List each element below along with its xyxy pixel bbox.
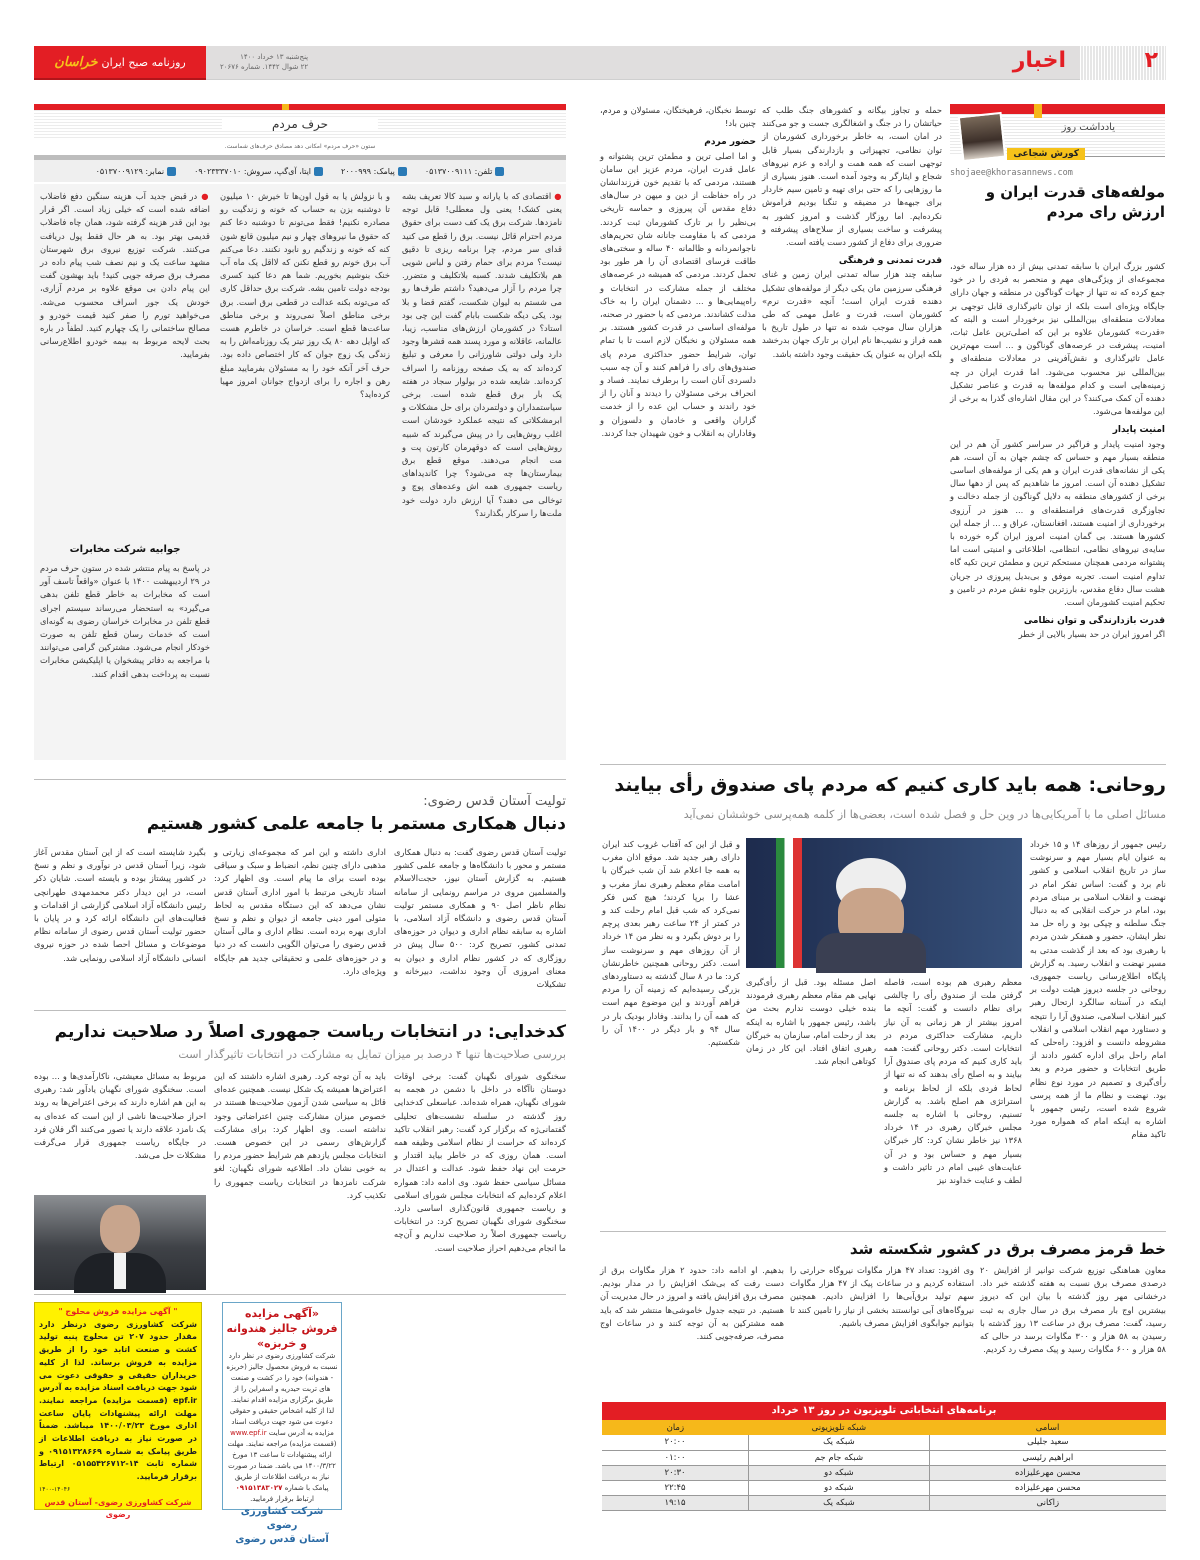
rouhani-column-1: [1030, 838, 1166, 1193]
paragraph: توسط نخبگان، فرهیختگان، مسئولان و مردم، چنین باد!: [600, 105, 756, 129]
phone-icon: [495, 167, 504, 176]
subheading: حضور مردم: [704, 137, 756, 148]
table-row: [602, 1450, 1166, 1465]
time-cell: ۰۱:۰۰: [602, 1450, 749, 1465]
astan-column-1: [394, 846, 566, 1006]
section-title: اخبار: [1012, 48, 1066, 73]
issue-date: [220, 52, 308, 72]
messenger-icon: [314, 167, 323, 176]
paragraph: سابقه چند هزار ساله تمدنی ایران زمین و غنای فرهنگی سرزمین مان یکی دیگر از مولفه‌های تشکیل دهنده قدرت ایران است؛ آنچه «قدرت نرم» کشورمان است، قدرت و عامل مهمی که طی هزاران سال موجب شده نه تنها در طول تاریخ با همه فراز و نشیب‌ها نام ایران بر تارک جهان بدرخشد بلکه ایران به عنوان یک حقیقت وجود داشته باشد.: [762, 269, 942, 359]
rouhani-column-3: [746, 976, 876, 1193]
subheading: قدرت بازدارندگی و توان نظامی: [1023, 616, 1165, 627]
kadkhodaei-column-1: [394, 1070, 566, 1292]
table-row: [602, 1435, 1166, 1450]
contact-messenger[interactable]: [194, 167, 323, 176]
ad-code: ۱۴۰۰-۱۴۰۴۶: [39, 1485, 71, 1493]
sms-icon: [398, 167, 407, 176]
kadkhodaei-headline: کدخدایی: در انتخابات ریاست جمهوری اصلاً رد صلاحیت نداریم: [54, 1022, 566, 1042]
divider: [600, 1231, 1166, 1232]
schedule-table: [602, 1420, 1166, 1511]
channel-cell: شبکه دو: [749, 1480, 929, 1495]
ad-title: «آگهی مزایده فروش جالیز هندوانه و خربزه»: [226, 1307, 338, 1350]
ad-body: (قسمت مزایده) مراجعه نمایند. مهلت ارائه پیشنهادات تا ساعت ۱۳ مورخ ۱۴۰۰/۳/۲۲ می باشد. ضمنا در صورت نیاز به دریافت اطلاعات از طریق پیامک با شماره: [227, 1440, 337, 1492]
dotted-band: [34, 110, 566, 140]
readers-column-1: ● اقتصادی که با یارانه و سبد کالا تعریف بشه یعنی کشک! یعنی ول معطلی! قابل توجه نامزدها. شرکت برق یک کف دست برای حقوق مردم احترام قائل نیست. برق را قطع می کنید قدای سر مردم، چرا برنامه ریزی تا دقیق نیست؟ مردم برای حمام رفتن و لباس شویی هم بلاتکلیف شدند. کسبه بلاتکلیف و متضرر. چرا مردم را آزار می‌دهید؟ داشتم طرف‌ها رو می شستم به لیوان شکست، گفتم قضا و بلا بود. یکی دیگه شکست بابام گفت این چی بود استاد؟ در کشورمان ارزش‌های مناسب، زیبا، عالمانه، عاقلانه و مورد پسند همه قشرها وجود دارد ولی دولتی شاورزانی را معرفی و تبلیغ کرده‌اند که به یک صفحه روزنامه را اسراف کرده‌اند. شایعه شده در بولوار سجاد در هفته یک بار برق قطع شده است. برخی سیاستمداران و دولتمردان برای حل مشکلات و ابرمشکلاتی که نتیجه عملکرد خودشان است اغلب روش‌هایی را در پیش می‌گیرند که شبیه روش‌هایی است که دوقهرمان کارتون پت و مت انجام می‌دهند. موقع قطع برق بیمارستان‌ها چه می‌شود؟ چرا کاندیداهای ریاست جمهوری همه اش وعده‌های پوچ و توخالی می دهند؟ آیا ارزش دارد دولت خود ملت‌ها را سرکار بگذارند؟: [402, 191, 562, 518]
paragraph: بگیرد شایسته است که از این آستان مقدس آغاز شود، زیرا آستان قدس در نوآوری و نظم و نسخ در کشور پیشتاز بوده و بایسته است. شایان ذکر است، در این دیدار دکتر محمدمهدی طهرانچی رئیس دانشگاه آزاد اسلامی گزارشی از اقدامات و فعالیت‌های این دانشگاه ارائه کرد و در پایان با حضور تولیت آستان قدس رضوی از سامانه نظام موضوعات و مسائل احصا شده در حوزه نیروی انسانی دانشگاه آزاد اسلامی رونمایی شد.: [34, 847, 206, 963]
ad-footer: آستان قدس رضوی: [235, 1534, 329, 1545]
ad-footer: شرکت کشاورزی رضوی: [240, 1506, 324, 1531]
readers-column-2: [220, 190, 390, 755]
contact-sms[interactable]: [341, 167, 407, 176]
column-header: زمان: [602, 1420, 749, 1435]
ad-title: " آگهی مزایده فروش محلوج ": [58, 1307, 178, 1316]
yellow-marker: [1034, 104, 1042, 118]
author-name: کورش شجاعی: [1007, 148, 1085, 160]
paragraph: اصل مسئله بود. قبل از رأی‌گیری نهایی هم مقام معظم رهبری فرمودند بنده خیلی دوست ندارم بحث من باشد، رئیس جمهور با اشاره به اینکه بعد از رحلت امام، سازمان به خبرگان رهبری اتفاق افتاد. این کار در زمان کوتاهی انجام شد.: [746, 977, 876, 1067]
ad-body: شرکت کشاورزی رضوی در نظر دارد نسبت به فروش محصول جالیز (خربزه - هندوانه) خود را در کشت و صنعت های تربت حیدریه و اسفراین را از طریق برگزاری مزایده اقدام نمایند. لذا از کلیه اشخاص حقیقی و حقوقی دعوت می شود جهت دریافت اسناد مزایده به آدرس سایت: [226, 1352, 338, 1437]
time-cell: ۱۹:۱۵: [602, 1495, 749, 1510]
ad-website-link[interactable]: www.epf.ir: [230, 1429, 267, 1437]
paragraph: سخنگوی شورای نگهبان گفت: برخی اوقات دوستان ناآگاه در داخل با دشمن در هجمه به شورای نگهبان، همراه شده‌اند. عباسعلی کدخدایی روز گذشته در سلسله نشست‌های تحلیلی گفتمانی‌ژه که برگزار کرد گفت: رهبر انقلاب تاکید کرده‌اند که حراست از نظام اسلامی وظیفه همه است. همان روزی که در خاطر بیاید اقتدار و حرمت این نهاد حفظ شود. عدالت و اعتدال در مسائل سیاسی حفظ شود. وی ادامه داد: همواره اعلام کرده‌ایم که انتخابات مجلس شورای اسلامی و ریاست جمهوری قانون‌گذاری اساسی دارد. سخنگوی شورای نگهبان تصریح کرد: در انتخابات ریاست جمهوری اصلاً رد صلاحیت نداریم و آن‌چه ما انجام می‌دهیم احراز صلاحیت است.: [394, 1071, 566, 1253]
shirt: [114, 1253, 126, 1289]
rouhani-column-2: [602, 838, 740, 1193]
face: [100, 1205, 140, 1253]
editorial-column-1: [950, 260, 1165, 760]
time-cell: ۲۰:۰۰: [602, 1435, 749, 1450]
divider: [34, 779, 566, 780]
paragraph: معظم رهبری هم بوده است، فاصله گرفتن ملت از صندوق رأی را چالشی برای نظام دانست و گفت: آنچه ما امروز بیشتر از هر زمانی به آن نیاز داریم، مشارکت حداکثری مردم در انتخابات است. دکتر روحانی گفت: همه باید کاری کنیم که مردم پای صندوق آرا بیایند و به اصلح رأی بدهند که نه تنها از لحاظ فردی بلکه از لحاظ برنامه و استراتژی هم اصلح باشد. به گزارش تسنیم، روحانی با اشاره به جلسه مجلس خبرگان رهبری در ۱۴ خرداد ۱۳۶۸ نیز خاطر نشان کرد: کار خبرگان بسیار مهم و حساس بود و در آن عنایت‌های غیبی امام در تاثیر داشت و لطف و عنایت خداوند نیز: [884, 977, 1022, 1186]
table-row: [602, 1495, 1166, 1510]
tv-schedule-table: [602, 1402, 1166, 1511]
candidate-cell: محسن مهرعلیزاده: [929, 1465, 1166, 1480]
power-column-2: [790, 1264, 974, 1396]
kadkhodaei-column-3: [34, 1070, 206, 1190]
table-row: [602, 1480, 1166, 1495]
divider: [34, 1010, 566, 1011]
astan-column-3: [34, 846, 206, 1006]
astan-kicker: تولیت آستان قدس رضوی:: [423, 794, 566, 809]
paragraph: و قبل از این که آفتاب غروب کند ایران دارای رهبر جدید شد. موقع اذان مغرب به همه جا اعلام شد آن شب خبرگان با امامت مقام معظم رهبری نماز مغرب و عشا را برپا کردند؛ هیچ کس فکر نمی‌کرد که شب قبل امام رحلت کند و در کمتر از ۲۴ ساعت رهبر بعدی پرچم را بر دوش بگیرد و به نظر من ۱۴ خرداد از آن روزهای مهم و سرنوشت ساز است. دکتر روحانی همچنین خاطرنشان کرد: ما در ۸ سال گذشته به دستاوردهای بزرگی رسیده‌ایم که زمینه آن را مردم فراهم آوردند و این موضوع مهم است که همه آن را بدانند. وفادار بودیک بار در سال ۹۴ و بار دیگر در ۱۴۰۰ آن را شکستیم.: [602, 839, 740, 1048]
rouhani-photo: [746, 838, 1022, 968]
divider: [600, 764, 1166, 765]
table-row: [602, 1465, 1166, 1480]
editorial-title: مولفه‌های قدرت ایران و ارزش رای مردم: [985, 183, 1165, 221]
paragraph: حمله و تجاوز بیگانه و کشورهای جنگ طلب که حیاتشان را در جنگ و اشغالگری جست و جو می‌کنند در امان است، به خاطر برخورداری کشورمان از توان نظامی، تجهیزاتی و بازدارندگی بسیار قابل توجهی است که همه همت و اراده و عزم نیروهای شجاع و ایثارگر به وجود آمده است. هنوز بسیاری از ما روزهایی را که حتی برای تهیه و تامین سیم خاردار برای جبهه‌ها در مضیقه و تنگنا بودیم فراموش نکرده‌ایم. اما روزگار گذشت و امروز کشور به پیشرفت و ساخت بسیاری از سلاح‌های پیشرفته و ضروری برای دفاع از کشور دست یافته است.: [762, 105, 942, 248]
contact-fax[interactable]: [96, 167, 176, 176]
astan-headline: دنبال همکاری مستمر با جامعه علمی کشور هستیم: [146, 814, 566, 834]
editorial-column-2: [762, 104, 942, 754]
date-line: پنج‌شنبه ۱۳ خرداد ۱۴۰۰: [240, 53, 309, 61]
column-header: شبکه تلویزیونی: [749, 1420, 929, 1435]
contact-bar: [34, 160, 566, 182]
paragraph: وی افزود: تعداد ۴۷ هزار مگاوات نیروگاه حرارتی را استفاده کردیم و در ساعات پیک از ۴۷ هزار مگاوات سهم تولید برق‌آبی‌ها را افزایش دادیم. همچنین نیروگاه‌های آبی توانستند بخشی از نیاز را تامین کنند تا بتوانیم جوابگوی افزایش مصرف باشیم.: [790, 1265, 974, 1328]
kadkhodaei-subtitle: بررسی صلاحیت‌ها تنها ۴ درصد بر میزان تمایل به مشارکت در انتخابات تاثیرگذار است: [178, 1048, 566, 1061]
robe: [816, 933, 926, 973]
paragraph: تولیت آستان قدس رضوی گفت: به دنبال همکاری مستمر و محور با دانشگاه‌ها و جامعه علمی کشور هستیم. به گزارش آستان نیوز، حجت‌الاسلام والمسلمین مروی در مراسم رونمایی از سامانه نظام ناظر اصل ۹۰ و همکاری مستمر تولیت آستان قدس رضوی و دانشگاه آزاد اسلامی، با اشاره به سابقه نظام اداری و دیوان در حوزه‌های تمدنی کشور، تصریح کرد: ۵۰۰ سال پیش در روزگاری که در کشور نظام اداری و دیوان به معنای امروزی آن وجود نداشت، دبیرخانه و تشکیلات: [394, 847, 567, 990]
power-headline: خط قرمز مصرف برق در کشور شکسته شد: [849, 1240, 1166, 1258]
subheading: قدرت تمدنی و فرهنگی: [838, 256, 942, 267]
subheading: امنیت پایدار: [1112, 425, 1165, 436]
editorial-header: [950, 104, 1165, 234]
page-header: [34, 46, 1166, 80]
candidate-cell: زاکانی: [929, 1495, 1166, 1510]
ad-body: ارتباط برقرار فرمایید.: [250, 1495, 314, 1503]
candidate-cell: سعید جلیلی: [929, 1435, 1166, 1450]
contact-phone[interactable]: [425, 167, 505, 176]
paragraph: رئیس جمهور از روزهای ۱۴ و ۱۵ خرداد به عنوان ایام بسیار مهم و سرنوشت ساز در تاریخ انقلاب اسلامی و کشور نام برد و گفت: اساس تفکر امام در نهضت و انقلاب اسلامی بر مبنای مردم بود، امام در حرکت انقلابی که به دنبال جنگ سلطنه و چپکی بود و راه حل مد نظر ایشان، حضور و همفکر شدن مردم با رهبری بود که بعد از گذشت مدتی به مسیر نهضت و انقلاب رسید. به گزارش پایگاه اطلاع‌رسانی ریاست جمهوری، روحانی در جلسه دیروز هیئت دولت بر اینکه در آستانه سالگرد ارتحال رهبر کبیر انقلاب اسلامی، صندوق آرا را نتیجه و دستاورد مهم انقلاب اسلامی و انقلاب مشروطه دانست و افزود: راه‌حلی که امام راحل برای اداره کشور دادند از طریق انتخابات و حضور مردم و بعد رأی‌گیری و تصمیم در مورد نوع نظام بود. نهضت و نظام ما از همه پرسی شروع شده است، رئیس جمهور با اشاره به اینکه امام که همواره مورد تاکید مقام: [1030, 839, 1166, 1140]
reader-messages: اقتصادی که با یارانه و سبد کالا تعریف بشه یعنی کشک! یعنی ول معطلی! قابل توجه نامزدها. شرکت برق یک کف دست برای حقوق مردم احترام قائل نیست. برق را قطع می کنید قدای سر مردم، چرا برنامه ریزی تا دقیق نیست؟ مردم برای حمام رفتن و لباس شویی هم بلاتکلیف شدند. کسبه بلاتکلیف و متضرر. چرا مردم را آزار می‌دهید؟ داشتم طرف‌ها رو می شستم به لیوان شکست، گفتم قضا و بلا بود. یکی دیگه شکست بابام گفت این چی بود استاد؟ در کشورمان ارزش‌های مناسب، زیبا، عالمانه، عاقلانه و مورد پسند همه قشرها وجود دارد ولی دولتی شاورزانی را معرفی و تبلیغ کرده‌اند که به یک صفحه روزنامه را اسراف کرده‌اند. شایعه شده در بولوار سجاد در هفته یک بار برق قطع شده است. برخی سیاستمداران و دولتمردان برای حل مشکلات و ابرمشکلاتی که نتیجه عملکرد خودشان است اغلب روش‌هایی را در پیش می‌گیرند که شبیه روش‌هایی است که دوقهرمان کارتون پت و مت انجام می‌دهند. موقع قطع برق بیمارستان‌ها چه می‌شود؟ چرا کاندیداهای ریاست جمهوری همه اش وعده‌های پوچ و توخالی می دهند؟ آیا ارزش دارد دولت خود ملت‌ها را سرکار بگذارند؟: [402, 191, 562, 518]
contact-text: تلفن: ۰۵۱۳۷۰۰۹۱۱۱: [424, 166, 493, 176]
editorial-column-3: [600, 104, 756, 754]
paragraph: در پاسخ به پیام منتشر شده در ستون حرف مردم در ۲۹ اردیبهشت ۱۴۰۰ با عنوان «واقعاً تاسف آور است که مخابرات به خاطر قطع تلفن بدهی می‌گیرد» به استحضار می‌رساند سیستم اجرای قطع تلفن در مخابرات خراسان رضوی به گونه‌ای است که خدمات رسان قطع تلفن به صورت خودکار انجام می‌شود. مشترکین گرامی می‌توانند با مراجعه به دفاتر پیشخوان یا اپلیکیشن مخابرات نسبت به پرداخت بدهی اقدام کنند.: [40, 563, 211, 679]
contact-text: نمابر: ۰۵۱۳۷۰۰۹۱۲۹: [95, 166, 165, 176]
power-column-3: [600, 1264, 784, 1396]
channel-cell: شبکه یک: [749, 1435, 929, 1450]
column-header: اسامی: [929, 1420, 1166, 1435]
time-cell: ۲۰:۳۰: [602, 1465, 749, 1480]
readers-column-tagline: ستون «حرف مردم» امکانی دهد مصادق حرف‌های شماست.: [224, 143, 376, 150]
kadkhodaei-photo: [34, 1195, 206, 1290]
candidate-cell: ابراهیم رئیسی: [929, 1450, 1166, 1465]
paragraph: کشور بزرگ ایران با سابقه تمدنی بیش از ده هزار ساله خود، مجموعه‌ای از ویژگی‌های مهم و منحصر به فردی را در خود جمع کرده که نه تنها از جهات گوناگون در منطقه و جهان دارای جایگاه ویژه‌ای است بلکه از توان تاثیرگذاری قابل توجهی بر معادلات منطقه‌ای بین‌المللی نیز برخوردار است و البته که «قدرت» کشورمان علاوه بر این که اصلی‌ترین عامل ثبات، امنیت، پیشرفت در عرصه‌های گوناگون و ... است مهم‌ترین عامل تاثیرگذاری و نقش‌آفرینی در معادلات منطقه‌ای و بین‌المللی نیز محسوب می‌شود. اما قدرت ایران در چه زمینه‌هایی است و کدام مولفه‌ها به قدرت و عناصر تشکیل دهنده آن کمک می‌کنند؟ در این مقال اشاره‌ای گذرا به برخی از این مولفه‌ها می‌شود.: [950, 261, 1165, 417]
reply-text: [40, 562, 210, 754]
rouhani-subtitle: مسائل اصلی ما با آمریکایی‌ها در وین حل و فصل شده است، بعضی‌ها از کلمه همه‌پرسی خوششان نمی‌آید: [683, 808, 1166, 821]
readers-column-title: حرف مردم: [222, 117, 378, 131]
ad-footer: شرکت کشاورزی رضوی- آستان قدس رضوی: [44, 1497, 192, 1520]
paragraph: و اما اصلی ترین و مطمئن ترین پشتوانه و عامل قدرت ایران، مردم عزیز این سامان هستند، مردمی که با تقدیم خون فرزندانشان در راه حفاظت از دین و میهن در سال‌های دفاع مقدس آن پیروزی و حماسه تاریخی بی‌نظیر را بر تارک کشورمان ثبت کردند. مردمی که با مقاومت جانانه شان تحریم‌های ناجوانمردانه و ظالمانه ۴۰ ساله و سختی‌های طاقت فرسای اقتصادی آن را هر طور بود تحمل کردند. مردمی که همیشه در عرصه‌های مختلف از جمله مشارکت در انتخابات و راه‌پیمایی‌ها و ... دشمنان ایران را به خاک مذلت کشاندند. مردمی که با حضور در صحنه، مولفه‌ای اساسی در قدرت کشور هستند. بر همه مسئولان و نخبگان لازم است تا با تمام توان، شرایط حضور حداکثری مردم پای صندوق‌های رای را فراهم کنند و آن چه سبب دلسردی آنان است را برطرف نمایند.: [600, 150, 757, 386]
editorial-label: یادداشت روز: [1061, 122, 1115, 133]
power-column-1: [980, 1264, 1166, 1396]
contact-text: پیامک: ۲۰۰۰۹۹۹: [341, 166, 395, 176]
time-cell: ۲۲:۴۵: [602, 1480, 749, 1495]
readers-column-3: ● در قبض جدید آب هزینه سنگین دفع فاضلاب اضافه شده است که خیلی زیاد است. اگر قرار بود این قدر هزینه گرفته شود، همان چاه فاضلاب قدیمی بهتر بود. به هر حال فقط پول دریافت می‌کنند. شرکت توزیع نیروی برق شهرستان مشهد ساعت یک و نیم نصف شب پیام داده در مصرف برق صرفه جویی کنید! باید بهشون گفت این پیام دادن بی موقع علاوه بر مردم آزاری، خودش یک جور اسراف محسوب می‌شه. می‌خواهید تورم را صفر کنید قیمت خودرو و مصالح ساختمانی را یک چهارم کنید. لطفاً در باره بحث لایحه مربوط به بیمه خودرو اطلاع‌رسانی بفرمایید.: [40, 191, 210, 360]
channel-cell: شبکه جام جم: [749, 1450, 929, 1465]
paragraph: معاون هماهنگی توزیع شرکت توانیر از افزایش ۲۰ درصدی مصرف برق نسبت به هفته گذشته خبر داد. درخشانی مهر روز گذشته با بیان این که دیروز بیشترین اوج بار مصرف برق در سال جاری به ثبت رسید، گفت: مصرف برق در ساعت ۱۳ روز گذشته با رسیدن به ۵۸ هزار و ۳۰۰ مگاوات برسد در حالی که ۵۸ هزار و ۶۰۰ مگاوات رسید و پیک مصرف رد کردیم.: [980, 1265, 1166, 1355]
paragraph: باید به آن توجه کرد. رهبری اشاره داشتند که این اعتراض‌ها همیشه یک شکل نیست. همچنین عده‌ای قائل به سیاسی شدن آزمون صلاحیت‌ها هستند در خصوص میزان مشارکت چنین اعتراضاتی وجود نداشته است. وی اظهار کرد: برای مشارکت گزارش‌های رسمی در این خصوص هست. انتخابات مجلس یازدهم هم شرایط حضور مردم را به خوبی نشان داد. اطلاعیه شورای نگهبان: لغو شرکت نامزدها در انتخابات ریاست جمهوری را تکذیب کرد.: [214, 1071, 386, 1200]
ad-cotton-auction[interactable]: [34, 1302, 202, 1520]
rouhani-column-4: [884, 976, 1022, 1193]
flag: [776, 838, 802, 968]
author-photo: [958, 112, 1007, 162]
paragraph: وجود امنیت پایدار و فراگیر در سراسر کشور آن هم در این منطقه بسیار مهم و حساس که چشم جهان به آن است، هم یکی از نشانه‌های قدرت ایران و هم یکی از مولفه‌های اساسی تشکیل دهنده آن است. امروز ما شاهدیم که پس از دهها سال برخی از کشورهای منطقه به دلایل گوناگون از جمله دخالت و تجاوزگری قدرت‌های فرامنطقه‌ای و ... هنوز در آرزوی برخورداری از امنیت هستند، افغانستان، عراق و ... از جمله این کشورها هستند. بی گمان امنیت امروز ایران گره خورده با سایه‌ی نیروهای نظامی، انتظامی، اطلاعاتی و امنیتی است اما پشتوانه مردمی همچنان مستحکم ترین و مطمئن ترین تکیه گاه تداوم امنیت است. تجربه موفق و بی‌بدیل پیروزی در جریان هشت سال دفاع مقدس، بارزترین جلوه نقش مردم در تامین و تحکیم امنیت کشورمان است.: [950, 438, 1165, 608]
channel-cell: شبکه یک: [749, 1495, 929, 1510]
kadkhodaei-column-2: [214, 1070, 386, 1292]
reply-title: جوابیه شرکت مخابرات: [69, 544, 181, 555]
paragraph: بدهیم. او ادامه داد: حدود ۲ هزار مگاوات برق از دست رفت که بی‌شک افزایش را در مدار بودیم. مصرف برق افزایش یافته و امروز در حال مدیریت آن هستیم. در نتیجه جدول خاموشی‌ها منتشر شد که باید همه مشترکین به آن توجه کنند و در ساعات اوج مصرف، صرفه‌جویی کنند.: [600, 1265, 784, 1342]
logo-tagline: روزنامه صبح ایران: [101, 55, 186, 69]
page-number: ۲: [1144, 48, 1158, 73]
paragraph: فساد و انحراف برخی مسئولان را دیدند و آنان را از خود راندند و حساب این عده را از خدمت گزاران واقعی و خادمان و دلسوزان و وفاداران به انقلاب و خون شهیدان جدا کردند.: [600, 375, 756, 438]
red-bar: [950, 104, 1165, 114]
logo-name: خراسان: [54, 54, 98, 70]
candidate-cell: محسن مهرعلیزاده: [929, 1480, 1166, 1495]
author-email[interactable]: shojaee@khorasannews.com: [950, 168, 1073, 178]
paragraph: اداری داشته و این امر که مجموعه‌ای زیارتی و مذهبی دارای چنین نظم، انضباط و سبک و سیاقی بوده است برای ما پیام است. وی اظهار کرد: اسناد تاریخی مرتبط با امور اداری آستان قدس نشان می‌دهد که این دستگاه مقدس به لحاظ متولی امور دینی جامعه از دیوان و نظم و نسخ اداری بهره برده است. نظام اداری و مالی آستان قدس رضوی را می‌توان الگویی دانست که در دنیا و در حوزه‌های علمی و تحقیقاتی جدید هم جایگاه ویژه‌ای دارد.: [214, 847, 386, 976]
astan-column-2: [214, 846, 386, 1006]
paragraph: مربوط به مسائل معیشتی، ناکارآمدی‌ها و ... بوده است. سخنگوی شورای نگهبان یادآور شد: رهبری به این هم اشاره دارند که برخی اعتراض‌ها به روند احراز صلاحیت‌ها ناشی از این است که عده‌ای به یک نامزد علاقه دارند یا تصور می‌کنند اگر فلان فرد در جایگاه ریاست جمهوری قرار می‌گرفت مشکلات حل می‌شد.: [34, 1071, 206, 1161]
fax-icon: [167, 167, 176, 176]
divider: [34, 1294, 566, 1295]
paragraph: اگر امروز ایران در حد بسیار بالایی از خطر: [1018, 629, 1165, 640]
ad-melon-auction[interactable]: [222, 1302, 342, 1545]
issue-number: ۲۲ شوال ۱۴۴۲. شماره ۲۰۶۷۶: [220, 63, 309, 71]
ad-phone: ۰۹۱۵۱۳۸۳۰۲۷: [235, 1484, 283, 1492]
newspaper-logo[interactable]: [34, 46, 206, 80]
reader-messages: در قبض جدید آب هزینه سنگین دفع فاضلاب اضافه شده است که خیلی زیاد است. اگر قرار بود این قدر هزینه گرفته شود، همان چاه فاضلاب قدیمی بهتر بود. به هر حال فقط پول دریافت می‌کنند. شرکت توزیع نیروی برق شهرستان مشهد ساعت یک و نیم نصف شب پیام داده در مصرف برق صرفه جویی کنید! باید بهشون گفت این پیام دادن بی موقع علاوه بر مردم آزاری، خودش یک جور اسراف محسوب می‌شه. می‌خواهید تورم را صفر کنید قیمت خودرو و مصالح ساختمانی را یک چهارم کنید. لطفاً در باره بحث لایحه مربوط به بیمه خودرو اطلاع‌رسانی بفرمایید.: [40, 191, 210, 360]
readers-column-header: [34, 104, 566, 182]
reader-messages: و با نزولش یا به قول اون‌ها تا خیرش ۱۰ میلیون تا دوشنبه بزن به حساب که خونه و زندگیت رو مصادره نکنیم! فقط می‌تونم تا دوشنبه دعا کنم که حقوق ما نیروهای چهار و نیم میلیون قانع شون کنه که خونه و زندگیم رو نابود نکنند. دعا می‌کنم آب برق خونم رو قطع نکنن که لااقل یک ماه آب خنک بنوشیم بخوریم. شما هم دعا کنید کسری بودجه دولت تامین بشه. شرکت برق حداقل کاری که می‌تونه بکنه عدالت در قطعی برق است. برق برخی مناطق اصلاً نمی‌روند و برخی مناطق ساعت‌ها قطع است. خراسان در خاطرم هست که اوایل دهه ۸۰ یک روز تیتر یک روزنامه‌اش را به زندگی یک زوج جوان که کار اختصاص داده بود. حرف آخر آنکه خود را به مسئولان بفرمایید مبلغ رهن و اجاره را برای ازدواج جوانان امروز مهیا کرده‌اید؟: [220, 191, 390, 400]
table-caption: برنامه‌های انتخاباتی تلویزیون در روز ۱۳ خرداد: [602, 1402, 1166, 1420]
channel-cell: شبکه دو: [749, 1465, 929, 1480]
rouhani-headline: روحانی: همه باید کاری کنیم که مردم پای صندوق رأی بیایند: [614, 774, 1166, 796]
contact-text: ایتا، آی‌گپ، سروش: ۰۹۰۲۳۳۳۷۰۱۰: [194, 166, 312, 176]
ad-body: شرکت کشاورزی رضوی درنظر دارد مقدار حدود ۲۰۷ تن محلوج پنبه تولید کشت و صنعت اتابد خود را از طریق مزایده به فروش برساند. لذا از کلیه خریداران حقیقی و حقوقی دعوت می شود جهت دریافت اسناد مزایده به آدرس epf.ir (قسمت مزایده) مراجعه نمایند. مهلت ارائه پیشنهادات پایان ساعت اداری مورخ ۱۴۰۰/۰۳/۲۳ میباشد. ضمناً در صورت نیاز به دریافت اطلاعات از طریق پیامک به شماره ۰۹۱۵۱۳۲۸۶۶۹ و شماره ثابت ۱۴-۰۵۱۵۵۴۲۶۷۱۲ ارتباط برقرار فرمایید.: [39, 1319, 198, 1482]
